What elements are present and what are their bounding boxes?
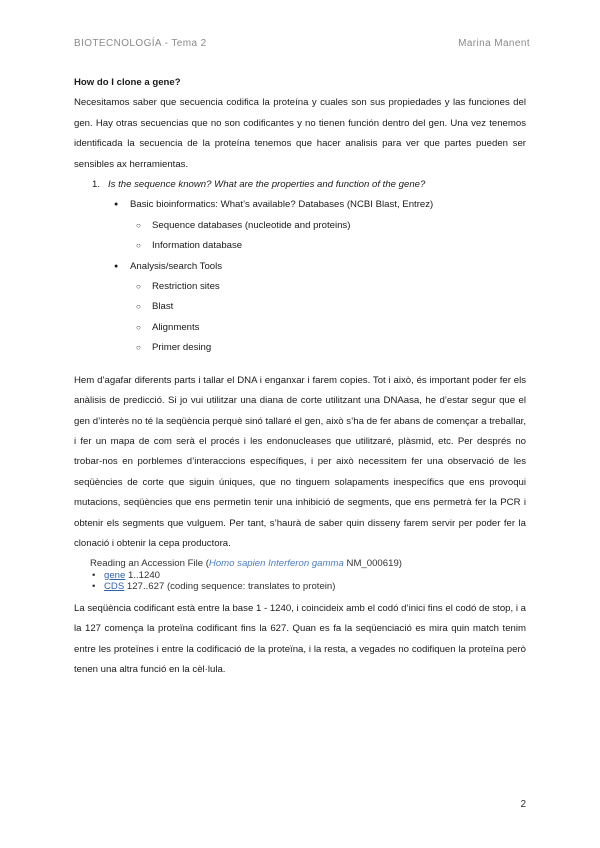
figure-title-prefix: Reading an Accession File ( xyxy=(90,558,209,570)
figure-item-gene xyxy=(90,570,526,582)
body-paragraph-coding: La seqüència codificant està entre la base 1 - 1240, i coincideix amb el codó d’inici fins el codó de stop, i a la 127 comença la proteïna codificant fins la 627. Quan es fa la seqüenciació es mira quin match tenim entre les proteïnes i entre la codificació de la proteïna, i la resta, a vegades no codifiquen la proteïna però tenen una altra funció en la cèl·lula. xyxy=(74,602,526,676)
figure-title-suffix: NM_000619) xyxy=(343,558,402,570)
list-question: Is the sequence known? What are the properties and function of the gene? xyxy=(108,179,426,191)
numbered-list xyxy=(74,175,526,359)
bullet-label: Analysis/search Tools xyxy=(130,260,223,272)
gene-link[interactable]: gene xyxy=(104,569,126,581)
cds-link[interactable]: CDS xyxy=(104,581,125,593)
sub-item: ○ Restriction sites xyxy=(130,277,526,297)
sub-item: ○ Sequence databases (nucleotide and proteins) xyxy=(130,216,526,236)
figure-species: Homo sapien Interferon gamma xyxy=(208,558,344,570)
header-course-title: BIOTECNOLOGÍA - Tema 2 xyxy=(74,38,207,49)
page-content xyxy=(74,73,526,680)
figure-list xyxy=(90,570,526,593)
bullet-list xyxy=(108,195,526,358)
section-heading: How do I clone a gene? xyxy=(74,77,181,88)
sub-bullet-list xyxy=(130,216,526,257)
bullet-label: Basic bioinformatics: What’s available? Databases (NCBI Blast, Entrez) xyxy=(130,199,434,211)
body-paragraph-cloning: Hem d’agafar diferents parts i tallar el DNA i enganxar i farem copies. Tot i això, és important poder fer els anàlisis de predicció. Si jo vui utilitzar una diana de corte utilitzant una DNAasa, he d’estar segur que el gen d’interès no té la seqüència perquè sinó tallaré el gen, això s’ha de fer abans de començar a treballar, i fer un mapa de com serà el procés i les endonucleases que utilitzaré, plàsmid, etc. Per després no trobar-nos en porblemes d’interaccions específiques, i per això necessitem fer una observació de les seqüències de corte que siguin úniques, que no tinguem solapaments inespecífics que ens provoqui mutacions, seqüències que ens permetin tenir una inhibició de segments, que ens permetrà fer la PCR i obtenir els segments que vulguem. Per tant, s’haurà de saber quin disseny farem servir per poder fer la clonació i obtenir la cepa productora. xyxy=(74,374,526,549)
intro-paragraph: Necesitamos saber que secuencia codifica la proteína y cuales son sus propiedades y las funciones del gen. Hay otras secuencias que no son codificantes y no tienen función dentro del gen. Una vez tenemos identificada la secuencia de la proteína tenemos que hacer analisis para ver que partes pueden ser sensibles ax herramientas. xyxy=(74,97,526,170)
sub-item: ○ Primer desing xyxy=(130,338,526,358)
figure-item-cds xyxy=(90,581,526,593)
sub-item: ○ Alignments xyxy=(130,318,526,338)
accession-file-figure xyxy=(90,558,526,593)
list-number: 1. xyxy=(92,179,101,191)
bullet-item-analysis-tools xyxy=(108,257,526,359)
page-number: 2 xyxy=(520,799,526,810)
bullet-item-bioinformatics xyxy=(108,195,526,256)
figure-title xyxy=(90,558,526,570)
sub-item: ○ Blast xyxy=(130,297,526,317)
gene-range: 1..1240 xyxy=(125,569,161,581)
header-author: Marina Manent xyxy=(458,38,530,49)
numbered-item-1 xyxy=(74,175,526,359)
page-header xyxy=(74,38,530,52)
sub-bullet-list xyxy=(130,277,526,359)
sub-item: ○ Information database xyxy=(130,236,526,256)
cds-range: 127..627 (coding sequence: translates to protein) xyxy=(124,581,336,593)
spacer xyxy=(74,359,526,371)
